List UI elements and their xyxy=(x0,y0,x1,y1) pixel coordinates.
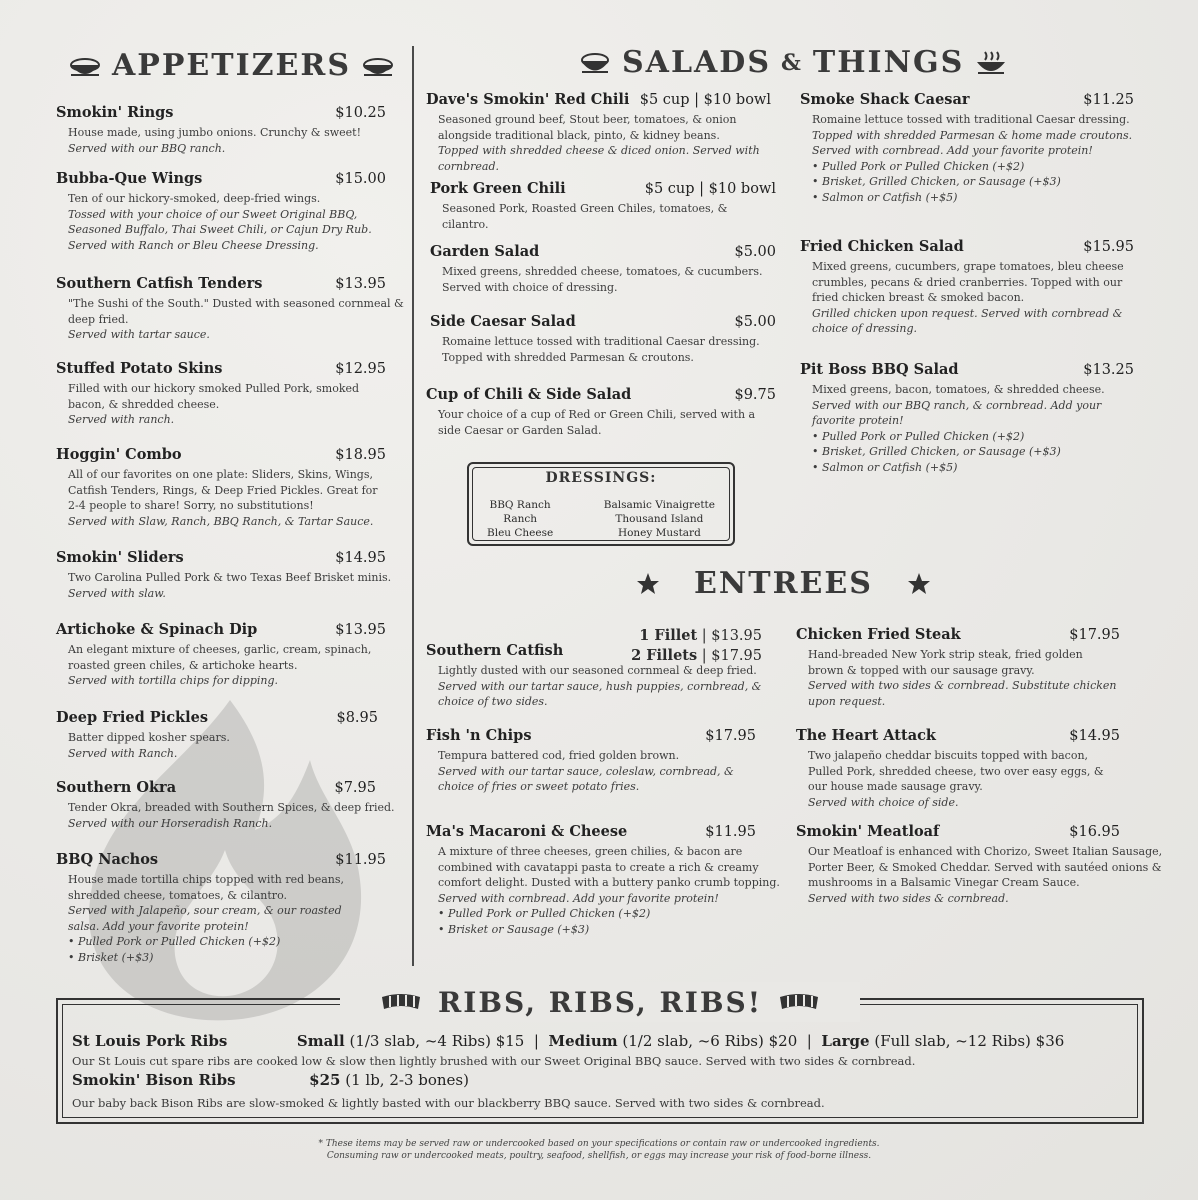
item-price: $5.00 xyxy=(734,244,776,260)
item-name: Artichoke & Spinach Dip xyxy=(56,621,258,638)
menu-item xyxy=(56,621,386,689)
item-name: Smokin' Sliders xyxy=(56,549,184,566)
item-name: St Louis Pork Ribs xyxy=(72,1032,228,1050)
item-description: Ten of our hickory-smoked, deep-fried wings. xyxy=(68,192,321,205)
menu-item xyxy=(430,180,776,232)
menu-item xyxy=(426,727,756,795)
item-name: Side Caesar Salad xyxy=(430,313,576,330)
menu-item xyxy=(430,243,776,295)
dressing-item: Bleu Cheese xyxy=(487,527,554,539)
item-description: House made tortilla chips topped with red beans, shredded cheese, tomatoes, & cilantro. xyxy=(68,873,345,902)
item-price: $16.95 xyxy=(1069,824,1120,840)
dressings-title: DRESSINGS: xyxy=(545,470,657,486)
item-description: "The Sushi of the South." Dusted with seasoned cornmeal & deep fried. xyxy=(68,297,404,326)
item-description: Our Meatloaf is enhanced with Chorizo, Sweet Italian Sausage, Porter Beer, & Smoked Cheddar. Served with sautéed onions & mushrooms in a Balsamic Vinegar Cream Sauce. xyxy=(808,845,1163,889)
size-price: (1 lb, 2-3 bones) xyxy=(345,1071,469,1089)
salads-heading xyxy=(578,45,1008,80)
item-price: $5.00 xyxy=(734,314,776,330)
item-description: Lightly dusted with our seasoned cornmeal & deep fried. xyxy=(438,664,757,677)
menu-item xyxy=(56,446,386,529)
item-price: $17.95 xyxy=(1069,627,1120,643)
item-note: Served with our BBQ ranch, & cornbread. Add your favorite protein! xyxy=(812,398,1102,427)
menu-item xyxy=(56,709,378,761)
item-description: Batter dipped kosher spears. xyxy=(68,731,230,744)
ribs-row-st-louis: St Louis Pork Ribs Small (1/3 slab, ~4 Ribs) $15 | Medium (1/2 slab, ~6 Ribs) $20 | Large (Full slab, ~12 Ribs) $36 xyxy=(72,1032,1065,1050)
item-note: Served with cornbread. Add your favorite protein! xyxy=(438,891,719,905)
item-name: Smokin' Rings xyxy=(56,104,174,121)
item-name: Smokin' Bison Ribs xyxy=(72,1071,236,1089)
item-name: BBQ Nachos xyxy=(56,851,159,868)
menu-item xyxy=(56,360,386,428)
item-name: Southern Catfish xyxy=(426,642,564,659)
appetizers-heading xyxy=(68,48,395,83)
ribs-icon xyxy=(378,991,424,1013)
menu-item xyxy=(426,386,776,438)
menu-item xyxy=(800,361,1134,475)
item-price: $14.95 xyxy=(1069,728,1120,744)
item-price: $8.95 xyxy=(336,710,378,726)
item-name: Southern Okra xyxy=(56,779,177,796)
item-description: Your choice of a cup of Red or Green Chili, served with a side Caesar or Garden Salad. xyxy=(438,408,756,437)
item-description: Mixed greens, shredded cheese, tomatoes, & cucumbers. Served with choice of dressing. xyxy=(442,265,763,294)
item-description: A mixture of three cheeses, green chilies, & bacon are combined with cavatappi pasta to create a rich & creamy comfort delight. Dusted with a buttery panko crumb topping. xyxy=(438,845,780,889)
item-description: Two jalapeño cheddar biscuits topped with bacon, Pulled Pork, shredded cheese, two over easy eggs, & our house made sausage gravy. xyxy=(808,749,1104,793)
item-name: Pit Boss BBQ Salad xyxy=(800,361,959,378)
menu-item xyxy=(800,238,1134,337)
item-name: The Heart Attack xyxy=(796,727,936,744)
item-note: Served with slaw. xyxy=(68,586,166,600)
protein-option: • Salmon or Catfish (+$5) xyxy=(812,190,958,204)
item-name: Pork Green Chili xyxy=(430,180,566,197)
item-price: $25 xyxy=(309,1071,341,1089)
dressing-item: Thousand Island xyxy=(615,513,704,525)
size-label: Large xyxy=(821,1032,870,1050)
item-price: $10.25 xyxy=(335,105,386,121)
ribs-row-bison xyxy=(72,1071,469,1089)
disclaimer xyxy=(0,1138,1198,1162)
dressing-item: Honey Mustard xyxy=(617,527,701,539)
menu-item xyxy=(800,91,1134,205)
item-description: Filled with our hickory smoked Pulled Pork, smoked bacon, & shredded cheese. xyxy=(68,382,360,411)
item-price: $11.25 xyxy=(1083,92,1134,108)
hot-bowl-icon xyxy=(974,50,1008,76)
item-note: Served with two sides & cornbread. Substitute chicken upon request. xyxy=(808,679,1117,708)
item-price: | $13.95 xyxy=(701,628,762,644)
item-note: Served with tartar sauce. xyxy=(68,328,210,341)
entrees-title: ENTREES xyxy=(694,566,873,601)
protein-option: • Pulled Pork or Pulled Chicken (+$2) xyxy=(438,907,651,920)
item-note: Served with tortilla chips for dipping. xyxy=(68,674,279,687)
ribs-title: RIBS, RIBS, RIBS! xyxy=(437,985,763,1019)
item-description: Hand-breaded New York strip steak, fried golden brown & topped with our sausage gravy. xyxy=(808,648,1083,677)
item-note: Served with our Horseradish Ranch. xyxy=(68,816,273,830)
item-name: Bubba-Que Wings xyxy=(56,170,203,187)
item-note: Served with Jalapeño, sour cream, & our roasted salsa. Add your favorite protein! xyxy=(68,904,342,933)
item-description: Our baby back Bison Ribs are slow-smoked & lightly basted with our blackberry BBQ sauce. Served with two sides & cornbread. xyxy=(72,1096,825,1110)
item-note: Served with our BBQ ranch. xyxy=(68,141,226,155)
menu-item xyxy=(426,91,771,174)
dressing-item: Balsamic Vinaigrette xyxy=(603,499,715,511)
protein-option: • Brisket or Sausage (+$3) xyxy=(438,922,590,936)
item-note: Served with our tartar sauce, hush puppies, cornbread, & choice of two sides. xyxy=(438,679,762,708)
item-name: Dave's Smokin' Red Chili xyxy=(426,91,630,108)
item-price: $5 cup | $10 bowl xyxy=(639,92,771,108)
item-note: Served with two sides & cornbread. xyxy=(808,891,1009,905)
protein-option: • Pulled Pork or Pulled Chicken (+$2) xyxy=(812,159,1025,173)
item-description: Mixed greens, cucumbers, grape tomatoes, bleu cheese crumbles, pecans & dried cranberries. Topped with our fried chicken breast & smoked bacon. xyxy=(812,260,1124,304)
size-price: (1/2 slab, ~6 Ribs) $20 xyxy=(622,1032,798,1050)
disclaimer-line: * These items may be served raw or undercooked based on your specifications or contain raw or undercooked ingredients. xyxy=(318,1139,880,1149)
column-divider xyxy=(412,46,414,966)
price-option-label: 1 Fillet xyxy=(639,627,698,644)
item-price: $13.95 xyxy=(335,622,386,638)
item-name: Hoggin' Combo xyxy=(56,446,182,463)
bowl-icon xyxy=(361,53,395,79)
item-price: $15.95 xyxy=(1083,239,1134,255)
price-option-label: 2 Fillets xyxy=(631,647,698,664)
item-name: Stuffed Potato Skins xyxy=(56,360,223,377)
item-note: Served with Ranch. xyxy=(68,746,178,760)
dressings-column xyxy=(604,498,715,540)
protein-option: • Brisket, Grilled Chicken, or Sausage (+$3) xyxy=(812,445,1061,458)
item-description: Seasoned Pork, Roasted Green Chiles, tomatoes, & cilantro. xyxy=(442,202,728,231)
menu-item xyxy=(430,313,776,365)
item-price: $14.95 xyxy=(335,550,386,566)
item-note: Served with our tartar sauce, coleslaw, cornbread, & choice of fries or sweet potato fries. xyxy=(438,764,734,793)
item-price: $5 cup | $10 bowl xyxy=(644,181,776,197)
item-description: Tempura battered cod, fried golden brown. xyxy=(438,749,680,762)
size-price: (Full slab, ~12 Ribs) $36 xyxy=(874,1032,1065,1050)
dressings-box xyxy=(467,462,735,546)
item-name: Fish 'n Chips xyxy=(426,727,532,744)
item-price: $9.75 xyxy=(734,387,776,403)
dressings-column xyxy=(487,498,553,540)
size-price: (1/3 slab, ~4 Ribs) $15 xyxy=(349,1032,525,1050)
item-price: | $17.95 xyxy=(701,648,762,664)
dressing-item: BBQ Ranch xyxy=(489,499,551,511)
item-name: Chicken Fried Steak xyxy=(796,626,961,643)
item-name: Smoke Shack Caesar xyxy=(800,91,970,108)
ribs-icon xyxy=(776,991,822,1013)
item-description: Seasoned ground beef, Stout beer, tomatoes, & onion alongside traditional black, pinto, & kidney beans. xyxy=(438,113,737,142)
menu-item xyxy=(56,104,386,156)
things-title: THINGS xyxy=(812,45,965,80)
item-note: Served with choice of side. xyxy=(808,795,959,809)
item-name: Smokin' Meatloaf xyxy=(796,823,940,840)
item-note: Topped with shredded cheese & diced onion. Served with cornbread. xyxy=(438,144,760,173)
item-price: $11.95 xyxy=(705,824,756,840)
item-description: Romaine lettuce tossed with traditional Caesar dressing. Topped with shredded Parmesan & croutons. xyxy=(442,335,760,364)
item-name: Ma's Macaroni & Cheese xyxy=(426,823,628,840)
item-note: Tossed with your choice of our Sweet Original BBQ, Seasoned Buffalo, Thai Sweet Chili, or Cajun Dry Rub. Served with Ranch or Bleu Cheese Dressing. xyxy=(68,207,372,252)
item-description: House made, using jumbo onions. Crunchy & sweet! xyxy=(68,126,362,139)
item-description: Romaine lettuce tossed with traditional Caesar dressing. xyxy=(812,113,1130,126)
salad-bowl-icon xyxy=(578,50,612,76)
item-price: $7.95 xyxy=(334,780,376,796)
protein-option: • Pulled Pork or Pulled Chicken (+$2) xyxy=(812,429,1025,443)
item-note: Grilled chicken upon request. Served with cornbread & choice of dressing. xyxy=(812,306,1123,335)
item-note: Served with Slaw, Ranch, BBQ Ranch, & Tartar Sauce. xyxy=(68,514,374,528)
item-price: $18.95 xyxy=(335,447,386,463)
item-price: $13.95 xyxy=(335,276,386,292)
item-description: Mixed greens, bacon, tomatoes, & shredded cheese. xyxy=(812,383,1105,396)
menu-item xyxy=(56,275,404,343)
item-name: Garden Salad xyxy=(430,243,540,260)
item-note: Topped with shredded Parmesan & home made croutons. Served with cornbread. Add your favorite protein! xyxy=(812,128,1133,157)
protein-option: • Pulled Pork or Pulled Chicken (+$2) xyxy=(68,935,281,948)
protein-option: • Salmon or Catfish (+$5) xyxy=(812,460,958,474)
menu-item xyxy=(56,170,386,253)
item-price: $13.25 xyxy=(1083,362,1134,378)
item-price: $12.95 xyxy=(335,361,386,377)
item-description: Two Carolina Pulled Pork & two Texas Beef Brisket minis. xyxy=(68,571,392,584)
item-note: Served with ranch. xyxy=(68,413,175,426)
menu-item xyxy=(426,626,766,710)
size-label: Small xyxy=(296,1032,345,1050)
protein-option: • Brisket, Grilled Chicken, or Sausage (+$3) xyxy=(812,175,1061,188)
item-description: Tender Okra, breaded with Southern Spices, & deep fried. xyxy=(68,801,395,814)
menu-item xyxy=(796,823,1172,906)
item-price: $11.95 xyxy=(335,852,386,868)
menu-item xyxy=(56,779,396,831)
menu-item xyxy=(56,851,386,965)
salads-ampersand: & xyxy=(781,49,803,76)
protein-option: • Brisket (+$3) xyxy=(68,950,154,964)
item-price: $15.00 xyxy=(335,171,386,187)
item-name: Deep Fried Pickles xyxy=(56,709,208,726)
entrees-heading xyxy=(636,566,931,601)
item-name: Cup of Chili & Side Salad xyxy=(426,386,632,403)
item-description: An elegant mixture of cheeses, garlic, cream, spinach, roasted green chiles, & artichoke hearts. xyxy=(68,643,372,672)
item-description: Our St Louis cut spare ribs are cooked low & slow then lightly brushed with our Sweet Original BBQ sauce. Served with two sides & cornbread. xyxy=(72,1054,916,1068)
bowl-icon xyxy=(68,53,102,79)
menu-item xyxy=(796,626,1120,709)
star-icon xyxy=(636,572,660,596)
salads-title: SALADS xyxy=(622,45,771,80)
menu-item xyxy=(426,823,790,937)
menu-item xyxy=(796,727,1120,810)
appetizers-title: APPETIZERS xyxy=(112,48,351,83)
item-name: Fried Chicken Salad xyxy=(800,238,964,255)
dressing-item: Ranch xyxy=(503,513,538,525)
item-name: Southern Catfish Tenders xyxy=(56,275,263,292)
star-icon xyxy=(907,572,931,596)
item-price: $17.95 xyxy=(705,728,756,744)
ribs-heading xyxy=(340,982,860,1022)
menu-item xyxy=(56,549,401,601)
item-price-options xyxy=(631,626,762,666)
size-label: Medium xyxy=(548,1032,618,1050)
disclaimer-line: Consuming raw or undercooked meats, poultry, seafood, shellfish, or eggs may increase your risk of food-borne illness. xyxy=(326,1151,872,1161)
item-description: All of our favorites on one plate: Sliders, Skins, Wings, Catfish Tenders, Rings, & Deep Fried Pickles. Great for 2-4 people to share! Sorry, no substitutions! xyxy=(68,468,378,512)
